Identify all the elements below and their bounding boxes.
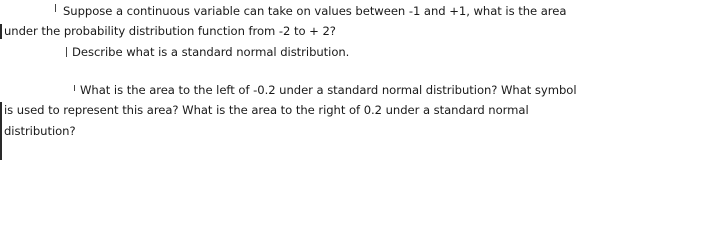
question-1-line-2: under the probability distribution function from -2 to + 2? — [4, 24, 336, 38]
left-margin-bar — [0, 24, 2, 39]
question-1-line-1: Suppose a continuous variable can take on values between -1 and +1, what is the area — [63, 4, 567, 18]
margin-tick — [66, 47, 67, 57]
left-margin-bar — [0, 102, 2, 160]
question-3-line-2: is used to represent this area? What is the area to the right of 0.2 under a standard normal — [4, 103, 529, 117]
margin-tick — [74, 85, 75, 91]
margin-tick — [55, 4, 56, 12]
question-2-line-1: Describe what is a standard normal distribution. — [72, 45, 350, 59]
question-3-line-1: What is the area to the left of -0.2 under a standard normal distribution? What symbol — [80, 83, 577, 97]
question-3-line-3: distribution? — [4, 124, 76, 138]
